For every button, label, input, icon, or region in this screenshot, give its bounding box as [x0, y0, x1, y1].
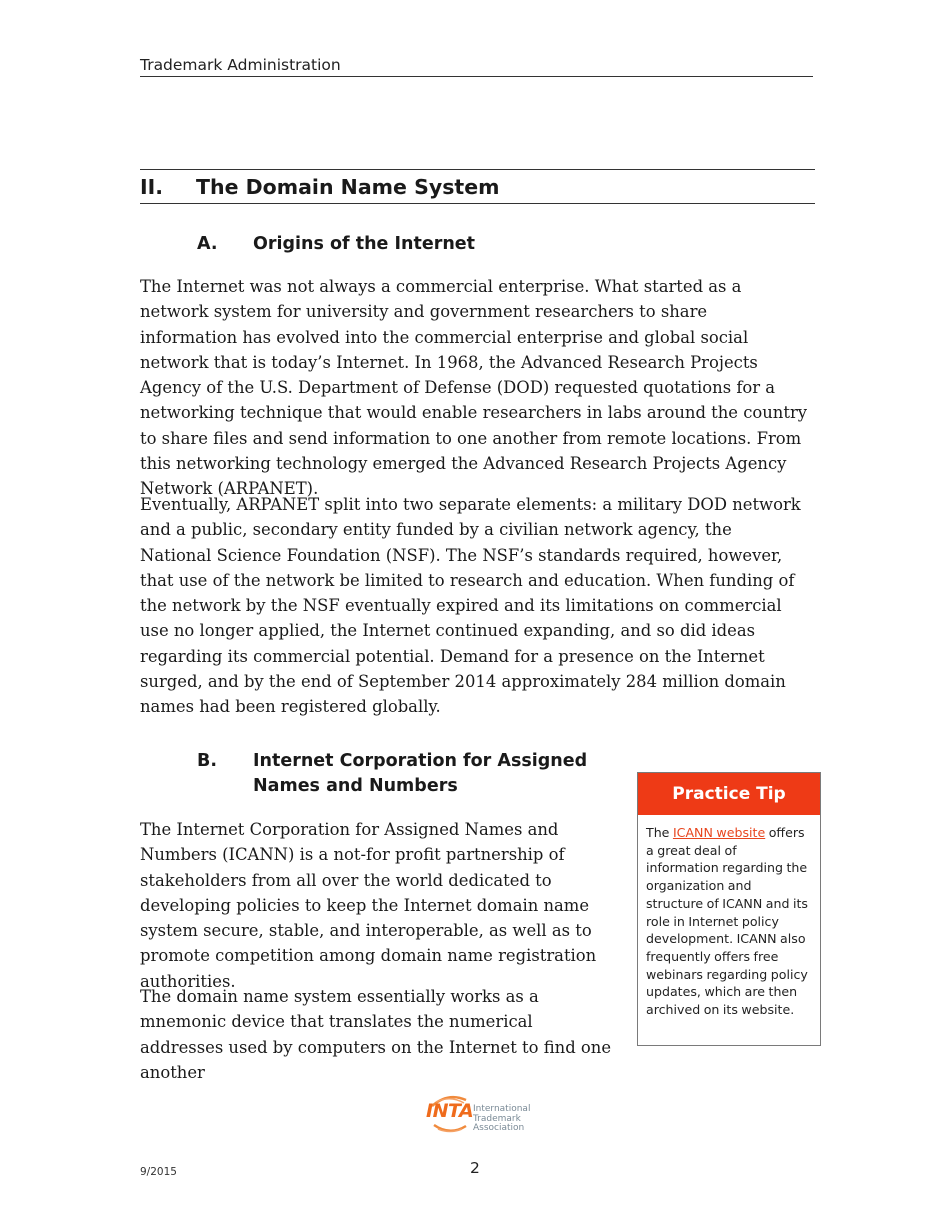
footer-date: 9/2015: [140, 1166, 177, 1178]
subsection-a-heading: [197, 232, 617, 258]
practice-tip-body: [638, 815, 820, 1019]
subsection-a-number: A.: [197, 234, 218, 254]
subsection-b-number: B.: [197, 751, 217, 771]
inta-wordmark: INTA: [426, 1100, 474, 1122]
practice-tip-text-before: The: [646, 825, 673, 840]
section-number: II.: [140, 175, 164, 199]
subsection-b-paragraph-2: The domain name system essentially works as a mnemonic device that translates the numerical addresses used by computers on the Internet to find one another: [140, 987, 612, 1082]
practice-tip-box: [637, 772, 821, 1046]
subsection-a-paragraph-2: Eventually, ARPANET split into two separate elements: a military DOD network and a public, secondary entity funded by a civilian network agency, the National Science Foundation (NSF). The NSF’s standards required, however, that use of the network be limited to research and education. When funding of the network by the NSF eventually expired and its limitations on commercial use no longer applied, the Internet continued expanding, and so did ideas regarding its commercial potential. Demand for a presence on the Internet surged, and by the end of September 2014 approximately 284 million domain names had been registered globally.: [140, 495, 801, 717]
inta-line-3: Association: [473, 1123, 525, 1133]
running-header: Trademark Administration: [140, 56, 813, 77]
subsection-a-title: Origins of the Internet: [253, 234, 476, 254]
subsection-b-title: Internet Corporation for Assigned Names and Numbers: [253, 751, 588, 796]
icann-website-link[interactable]: ICANN website: [672, 825, 766, 840]
practice-tip-text-after: offers a great deal of information regarding the organization and structure of ICANN and its role in Internet policy development. ICANN also frequently offers free webinars regarding policy updates, which are then archived on its website.: [646, 825, 808, 1018]
section-title: The Domain Name System: [196, 175, 500, 199]
inta-line-2: Trademark: [473, 1113, 521, 1124]
practice-tip-title: Practice Tip: [638, 773, 820, 815]
subsection-b-heading: [197, 749, 617, 801]
inta-line-1: International: [473, 1104, 531, 1114]
section-heading: [140, 169, 815, 204]
inta-logo: [426, 1092, 536, 1136]
page-number: 2: [470, 1159, 480, 1177]
subsection-b-paragraph-1: The Internet Corporation for Assigned Names and Numbers (ICANN) is a not-for profit partnership of stakeholders from all over the world dedicated to developing policies to keep the Internet domain name system secure, stable, and interoperable, as well as to promote competition among domain name registration authorities.: [140, 820, 597, 991]
subsection-a-paragraph-1: The Internet was not always a commercial enterprise. What started as a network system for university and government researchers to share information has evolved into the commercial enterprise and global social network that is today’s Internet. In 1968, the Advanced Research Projects Agency of the U.S. Department of Defense (DOD) requested quotations for a networking technique that would enable researchers in labs around the country to share files and send information to one another from remote locations. From this networking technology emerged the Advanced Research Projects Agency Network (ARPANET).: [140, 277, 808, 499]
inta-association-name: [473, 1105, 530, 1134]
